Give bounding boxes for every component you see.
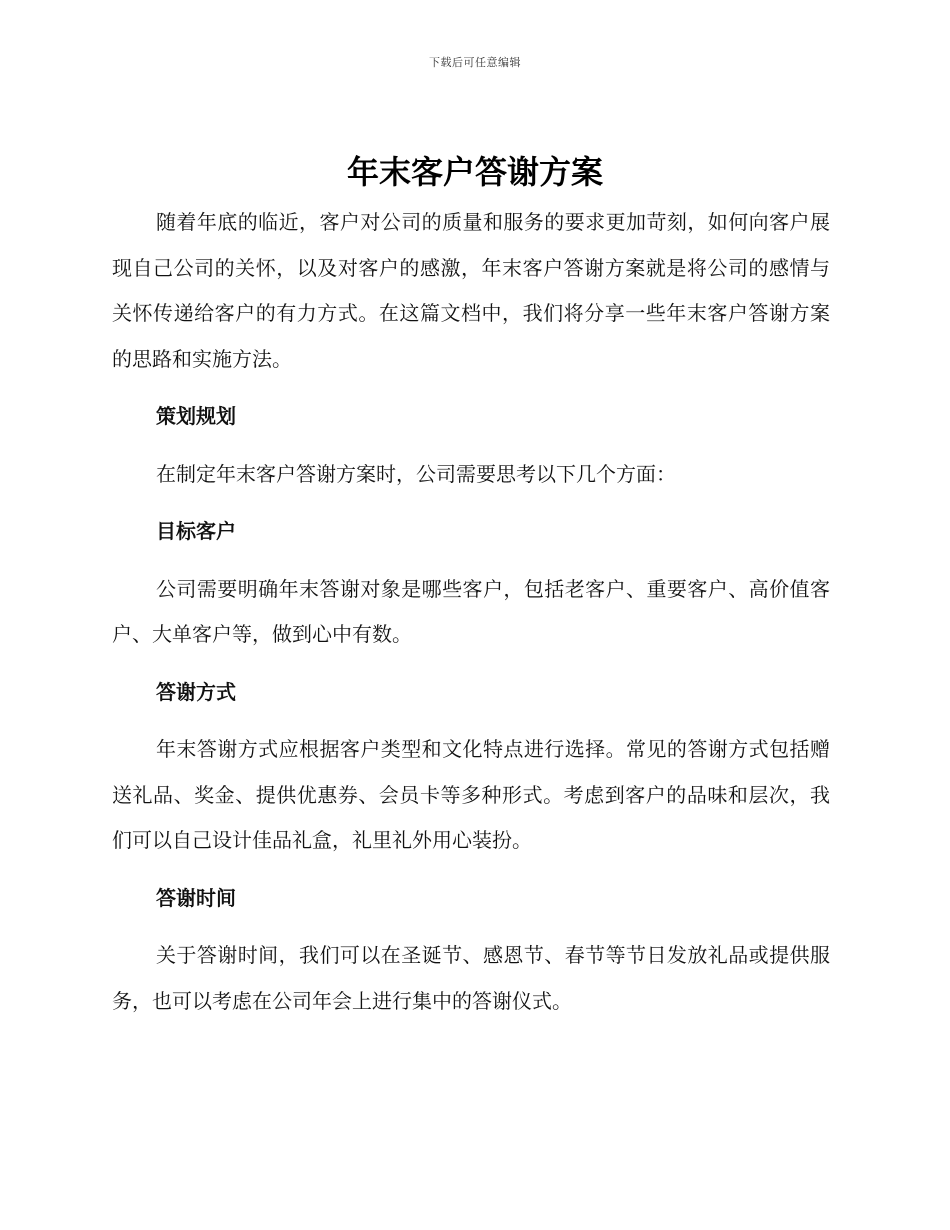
section-heading-thanks-time: 答谢时间 — [156, 885, 236, 910]
section-text-thanks-method: 年末答谢方式应根据客户类型和文化特点进行选择。常见的答谢方式包括赠送礼品、奖金、提供优惠券、会员卡等多种形式。考虑到客户的品味和层次，我们可以自己设计佳品礼盒，礼里礼外用心装扮。 — [112, 737, 830, 852]
document-body — [112, 200, 830, 1024]
section-heading-planning: 策划规划 — [156, 404, 236, 428]
header-note: 下载后可任意编辑 — [429, 56, 521, 69]
intro-paragraph: 随着年底的临近，客户对公司的质量和服务的要求更加苛刻，如何向客户展现自己公司的关怀，以及对客户的感激，年末客户答谢方案就是将公司的感情与关怀传递给客户的有力方式。在这篇文档中，我们将分享一些年末客户答谢方案的思路和实施方法。 — [112, 210, 830, 371]
section-heading-target-customers: 目标客户 — [156, 519, 236, 543]
document-title: 年末客户答谢方案 — [346, 153, 603, 191]
section-text-target-customers: 公司需要明确年末答谢对象是哪些客户，包括老客户、重要客户、高价值客户、大单客户等，做到心中有数。 — [112, 576, 830, 646]
section-text-planning: 在制定年末客户答谢方案时，公司需要思考以下几个方面： — [156, 461, 676, 486]
section-heading-thanks-method: 答谢方式 — [156, 679, 236, 704]
section-text-thanks-time: 关于答谢时间，我们可以在圣诞节、感恩节、春节等节日发放礼品或提供服务，也可以考虑在公司年会上进行集中的答谢仪式。 — [112, 943, 830, 1013]
